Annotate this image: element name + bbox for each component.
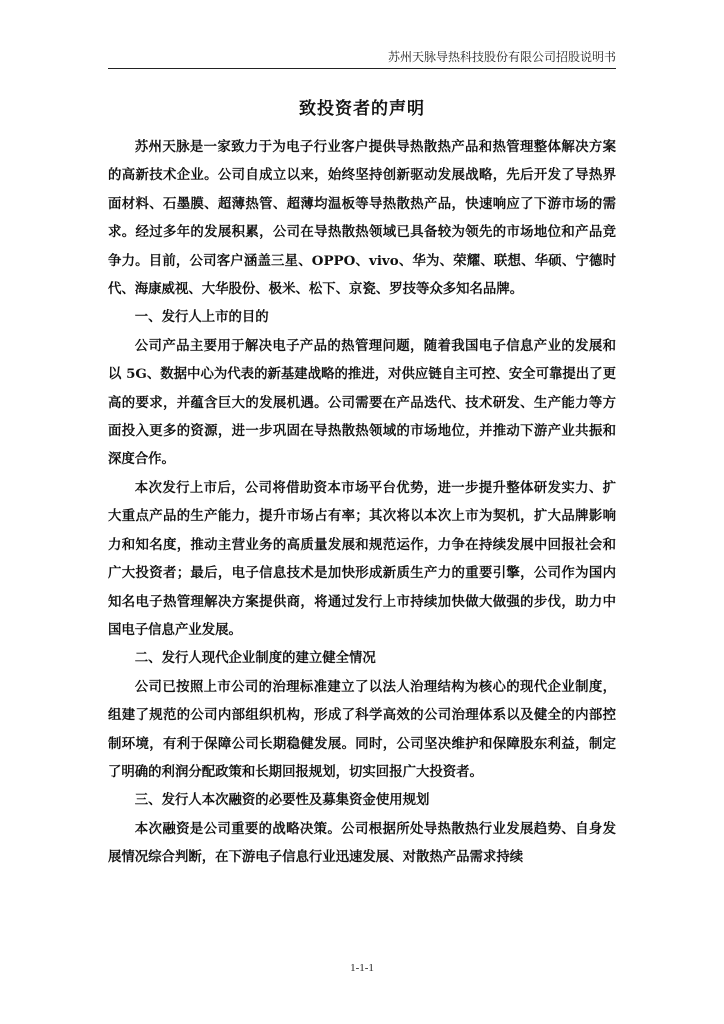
section-heading-3: 三、发行人本次融资的必要性及募集资金使用规划 bbox=[134, 792, 430, 809]
page-header bbox=[108, 46, 616, 69]
page-number: 1-1-1 bbox=[350, 962, 374, 974]
document-title: 致投资者的声明 bbox=[299, 99, 425, 119]
header-text: 苏州天脉导热科技股份有限公司招股说明书 bbox=[387, 50, 616, 64]
section-heading-1: 一、发行人上市的目的 bbox=[134, 309, 269, 326]
intro-paragraph: 苏州天脉是一家致力于为电子行业客户提供导热散热产品和热管理整体解决方案的高新技术企业。公司自成立以来，始终坚持创新驱动发展战略，先后开发了导热界面材料、石墨膜、超薄热管、超薄均温板等导热散热产品，快速响应了下游市场的需求。经过多年的发展积累，公司在导热散热领域已具备较为领先的市场地位和产品竞争力。目前，公司客户涵盖三星、OPPO、vivo、华为、荣耀、联想、华硕、宁德时代、海康威视、大华股份、极米、松下、京瓷、罗技等众多知名品牌。 bbox=[108, 139, 616, 298]
paragraph: 本次发行上市后，公司将借助资本市场平台优势，进一步提升整体研发实力、扩大重点产品的生产能力，提升市场占有率；其次将以本次上市为契机，扩大品牌影响力和知名度，推动主营业务的高质量发展和规范运作，力争在持续发展中回报社会和广大投资者；最后，电子信息技术是加快形成新质生产力的重要引擎，公司作为国内知名电子热管理解决方案提供商，将通过发行上市持续加快做大做强的步伐，助力中国电子信息产业发展。 bbox=[108, 479, 616, 638]
paragraph: 公司产品主要用于解决电子产品的热管理问题，随着我国电子信息产业的发展和以 5G、数据中心为代表的新基建战略的推进，对供应链自主可控、安全可靠提出了更高的要求，并蕴含巨大的发展机遇。公司需要在产品迭代、技术研发、生产能力等方面投入更多的资源，进一步巩固在导热散热领域的市场地位，并推动下游产业共振和深度合作。 bbox=[108, 337, 616, 468]
paragraph: 本次融资是公司重要的战略决策。公司根据所处导热散热行业发展趋势、自身发展情况综合判断，在下游电子信息行业迅速发展、对散热产品需求持续 bbox=[108, 820, 616, 866]
document-body bbox=[108, 133, 616, 872]
section-heading-2: 二、发行人现代企业制度的建立健全情况 bbox=[134, 650, 376, 667]
paragraph: 公司已按照上市公司的治理标准建立了以法人治理结构为核心的现代企业制度，组建了规范的公司内部组织机构，形成了科学高效的公司治理体系以及健全的内部控制环境，有利于保障公司长期稳健发展。同时，公司坚决维护和保障股东利益，制定了明确的利润分配政策和长期回报规划，切实回报广大投资者。 bbox=[108, 678, 616, 780]
